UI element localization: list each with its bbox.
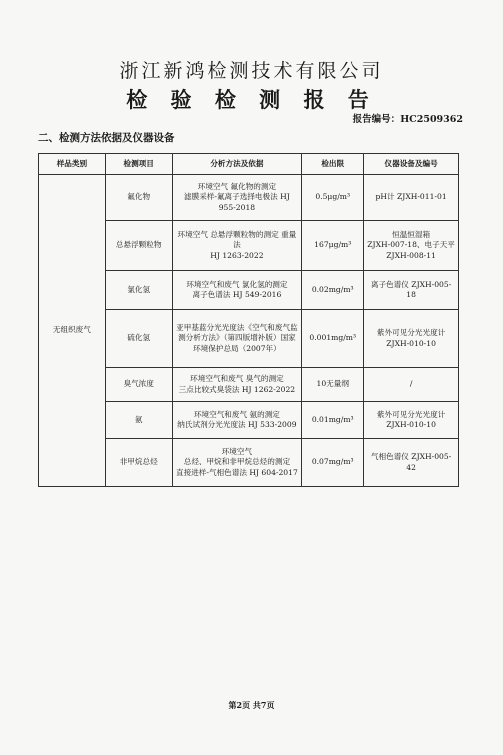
method-cell [172, 310, 302, 368]
method-line: 环境空气 [221, 447, 253, 457]
method-cell [172, 175, 302, 221]
method-cell [172, 402, 302, 439]
instrument-line: ZJXH-007-18、电子天平 [367, 240, 455, 250]
report-number-label: 报告编号： [352, 114, 401, 125]
limit-cell: 0.07mg/m³ [302, 439, 364, 487]
column-header-instrument: 仪器设备及编号 [364, 154, 459, 175]
method-line: 滤膜采样-氟离子选择电极法 HJ [184, 192, 290, 202]
limit-cell: 0.001mg/m³ [302, 310, 364, 368]
instrument-cell [364, 221, 459, 271]
method-line: 环境空气 氟化物的测定 [197, 182, 277, 192]
instrument-line: ZJXH-008-11 [386, 250, 436, 260]
item-cell: 氨 [105, 402, 172, 439]
limit-cell: 0.02mg/m³ [302, 271, 364, 310]
instrument-cell [364, 271, 459, 310]
column-header-item: 检测项目 [105, 154, 172, 175]
report-number [353, 111, 463, 125]
method-line: 环境保护总局（2007年） [193, 343, 281, 353]
page-number: 第2页 共7页 [228, 700, 275, 710]
instrument-line: ZJXH-010-10 [386, 420, 436, 429]
method-cell [172, 271, 302, 310]
instrument-cell [364, 402, 459, 439]
method-line: 三点比较式臭袋法 HJ 1262-2022 [178, 384, 296, 394]
limit-cell: 10无量纲 [302, 368, 364, 402]
limit-cell: 0.01mg/m³ [302, 402, 364, 439]
instrument-line: 离子色谱仪 ZJXH-005-18 [370, 279, 452, 299]
instrument-line: pH计 ZJXH-011-01 [375, 192, 447, 202]
method-line: 环境空气和废气 氯化氢的测定 [186, 279, 288, 289]
method-line: 环境空气和废气 氨的测定 [193, 409, 280, 419]
company-name: 浙江新鸿检测技术有限公司 [119, 60, 384, 82]
column-header-sample-category: 样品类别 [39, 154, 106, 175]
column-header-limit: 检出限 [302, 154, 364, 175]
item-cell: 氟化物 [105, 175, 172, 221]
method-line: 测分析方法》（第四版增补版）国家 [178, 333, 296, 343]
method-cell [172, 439, 302, 487]
table-header-row [39, 154, 459, 175]
instrument-cell [364, 368, 459, 402]
limit-cell: 167μg/m³ [302, 221, 364, 271]
limit-cell: 0.5μg/m³ [302, 175, 364, 221]
report-number-value: HC2509362 [400, 114, 463, 125]
item-cell: 臭气浓度 [105, 368, 172, 402]
item-cell: 氯化氢 [105, 271, 172, 310]
method-cell [172, 221, 302, 271]
method-line: 纳氏试剂分光光度法 HJ 533-2009 [177, 420, 297, 429]
sample-category-cell: 无组织废气 [39, 175, 106, 487]
method-line: 环境空气 总悬浮颗粒物的测定 重量法 [177, 230, 297, 250]
method-line: 离子色谱法 HJ 549-2016 [192, 290, 282, 299]
method-line: HJ 1263-2022 [210, 250, 264, 260]
instrument-cell [364, 439, 459, 487]
instrument-line: 恒温恒湿箱 [392, 230, 431, 240]
instrument-line: 紫外可见分光光度计 [376, 328, 446, 338]
report-title: 检 验 检 测 报 告 [126, 87, 377, 112]
instrument-cell [364, 310, 459, 368]
method-line: 亚甲基蓝分光光度法《空气和废气监 [176, 323, 298, 333]
instrument-line: 紫外可见分光光度计 [376, 409, 446, 419]
method-cell [172, 368, 302, 402]
instrument-line: 气相色谱仪 ZJXH-005-42 [370, 452, 452, 472]
method-table [38, 153, 459, 487]
method-line: 环境空气和废气 臭气的测定 [190, 374, 284, 384]
method-line: 总烃、甲烷和非甲烷总烃的测定 [183, 457, 291, 467]
item-cell: 硫化氢 [105, 310, 172, 368]
column-header-method: 分析方法及依据 [172, 154, 302, 175]
method-line: 955-2018 [218, 202, 256, 212]
instrument-line: ZJXH-010-10 [386, 338, 436, 348]
method-line: 直接进样-气相色谱法 HJ 604-2017 [176, 467, 298, 477]
section-title: 二、检测方法依据及仪器设备 [38, 132, 175, 144]
instrument-line: / [409, 379, 413, 389]
instrument-cell [364, 175, 459, 221]
item-cell: 非甲烷总烃 [105, 439, 172, 487]
table-row [39, 175, 459, 221]
item-cell: 总悬浮颗粒物 [105, 221, 172, 271]
